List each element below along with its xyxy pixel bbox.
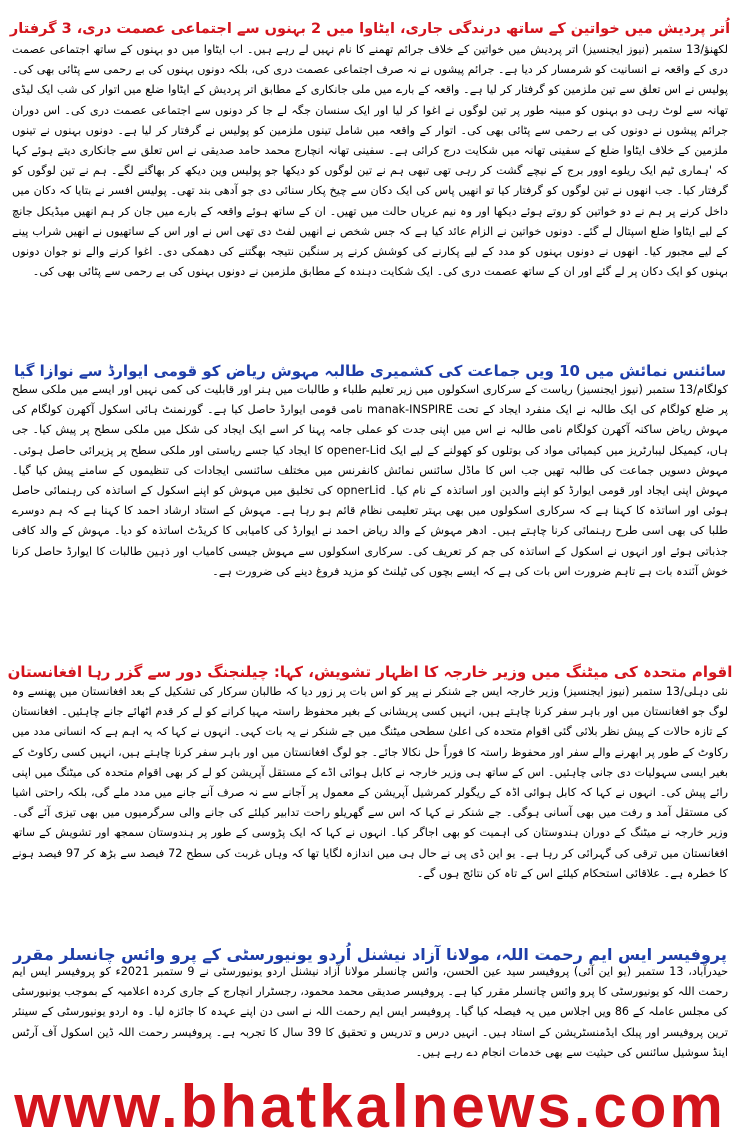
article-body-kashmiri-student-award: کولگام/13 ستمبر (نیوز ایجنسیز) ریاست کے سرکاری اسکولوں میں زیر تعلیم طلباء و طالبات میں ہنر اور قابلیت کی کمی نہیں اور ایسے میں ملکی سطح پر ضلع کولگام کی ایک طالبہ نے ایک منفرد ایجاد کے تحت manak-INSPIRE نامی قومی ایوارڈ حاصل کیا ہے۔ گورنمنٹ ہائی اسکول آکھرن کولگام کی مہوش ریاض ساکنہ آکھرن کولگام نامی طالبہ نے اس میں اپنی جدت کو عملی جامہ پہنا کر اسے ایک ایجاد کی شکل میں ملکی سطح پر پیش کیا۔ جی ہاں، کیمیکل لیبارٹریز میں کیمیائی مواد کی بوتلوں کو کھولنے کے لیے ایک opener-Lid کا ایجاد کیا جسے ریاستی اور ملکی سطح پر پزیرائی حاصل ہوئی۔ مہوش دسویں جماعت کی طالبہ تھیں جب اس کا ماڈل سائنس نمائش کانفرنس میں مختلف سائنسی ایجادات کی تنظیموں کے سامنے پیش کیا گیا۔ مہوش اپنی ایجاد اور قومی ایوارڈ کو اپنے والدین اور اساتذہ کے نام کیا۔ opnerLid کی تخلیق میں مہوش کو اپنے اسکول کے اساتذہ کی رہنمائی حاصل ہوئی اور اساتذہ کا کہنا ہے کہ سرکاری اسکولوں میں بھی بہتر تعلیمی نظام قائم ہو رہا ہے۔ مہوش کے استاد ارشاد احمد کا کہنا ہے کہ ہم دوسرے طلبا کی بھی اسی طرح رہنمائی کرنا چاہتے ہیں۔ ادھر مہوش کے والد ریاض احمد نے ایوارڈ کی کامیابی کا کریڈٹ اساتذہ کو دیا۔ مہوش کے والد کافی جذباتی ہوئے اور انہوں نے اسکول کے اساتذہ کی جم کر تعریف کی۔ سرکاری اسکولوں سے مہوش جیسی کامیاب اور ذہین طالبات کا ایوارڈ حاصل کرنا خوش آئندہ بات ہے تاہم ضرورت اس بات کی ہے کہ ایسے بچوں کی ٹیلنٹ کو مزید فروغ دینے کی ضرورت ہے۔ (12, 383, 728, 578)
headline-kashmiri-student-award: سائنس نمائش میں 10 ویں جماعت کی کشمیری طالبہ مہوش ریاض کو قومی ایوارڈ سے نوازا گیا (13, 362, 727, 381)
article-body-un-meeting-afghanistan: نئی دہلی/13 ستمبر (نیوز ایجنسیز) وزیر خارجہ ایس جے شنکر نے پیر کو اس بات پر زور دیا کہ طالبان سرکار کی تشکیل کے بعد افغانستان میں پھنسے وہ لوگ جو افغانستان میں اور باہر سفر کرنا چاہتے ہیں، انہیں کسی پریشانی کے بغیر محفوظ راستہ مہیا کرانے کو لے کر قدم اٹھائے جانے چاہئیں۔ افغانستان کے تازہ حالات کے پیش نظر بلائی گئی اقوام متحدہ کی اعلیٰ سطحی میٹنگ میں جے شنکر نے یہ بات کہی۔ انہوں نے کہا کہ یہ اہم ہے کہ انسانی مدد میں رکاوٹ کے طور پر ابھرنے والے سفر اور محفوظ راستہ کا فوراً حل نکالا جائے۔ جو لوگ افغانستان میں اور باہر سفر کرنا چاہتے ہیں، انہیں کسی رکاوٹ کے بغیر ایسی سہولیات دی جانی چاہئیں۔ اس کے ساتھ ہی وزیر خارجہ نے کابل ہوائی اڈے کے مستقل آپریشن کو لے کر بھی اقوام متحدہ کی میٹنگ میں اپنی رائے پیش کی۔ انہوں نے کہا کہ کابل ہوائی اڈہ کے ریگولر کمرشیل آپریشن کے معمول پر آجانے سے نہ صرف آنے جانے میں مدد ملے گی، بلکہ راحتی اشیا کی مستقل آمد و رفت میں بھی آسانی ہوگی۔ جے شنکر نے کہا کہ اس سے گھریلو راحت تدابیر کیلئے کی جانے والی سرگرمیوں میں بھی تیزی آئے گی۔ وزیر خارجہ نے میٹنگ کے دوران ہندوستان کی اہمیت کو بھی اجاگر کیا۔ انہوں نے کہا کہ ایک پڑوسی کے طور پر ہندوستان سمجھ اور تشویش کے ساتھ افغانستان میں ترقی کی گہرائی کر رہا ہے۔ یو این ڈی پی نے حال ہی میں اندازہ لگایا تھا کہ وہاں غربت کی سطح 72 فیصد سے بڑھ کر 97 فیصد ہونے کا خطرہ ہے۔ علاقائی استحکام کیلئے اس کے تاہ کن نتائج ہوں گے۔ (12, 685, 728, 880)
article-body-up-gang-rape: لکھنؤ/13 ستمبر (نیوز ایجنسیز) اتر پردیش میں خواتین کے خلاف جرائم تھمنے کا نام نہیں لے رہے ہیں۔ اب ایٹاوا میں دو بہنوں کے ساتھ اجتماعی عصمت دری کے واقعہ نے انسانیت کو شرمسار کر دیا ہے۔ جرائم پیشوں نے نہ صرف اجتماعی عصمت دری کی، بلکہ دونوں بہنوں کی بے رحمی سے پٹائی بھی کی۔ پولیس نے اس تعلق سے تین ملزمین کو گرفتار کر لیا ہے۔ واقعہ کے بارے میں ملی جانکاری کے مطابق اتر پردیش کے ایٹاوا ضلع میں اتوار کی شب ایک لیڈی تھانہ سے لوٹ رہی دو بہنوں کو مبینہ طور پر تین لوگوں نے اغوا کر لیا اور ایک سنسان جگہ لے جا کر دونوں سے اجتماعی عصمت دری کی۔ اس دوران جرائم پیشوں نے دونوں کی بے رحمی سے پٹائی بھی کی۔ اتوار کے واقعہ میں شامل تینوں ملزمین کو پولیس نے گرفتار کر لیا ہے۔ دونوں بہنوں نے تینوں ملزمین کے خلاف ایٹاوا ضلع کے سفینی تھانہ میں شکایت درج کرائی ہے۔ سفینی تھانہ انچارج محمد حامد صدیقی نے اس تعلق سے جانکاری دیتے ہوئے کہا کہ 'ہماری ٹیم ایک ریلوے اوور برج کے نیچے گشت کر رہی تھی تبھی ہم نے تین لوگوں کو دیکھا جو پولیس وین دیکھ کر بھاگنے لگے۔ ہم نے تین لوگوں کو گرفتار کیا۔ جب انھوں نے تین لوگوں کو گرفتار کیا تو انھیں پاس کی ایک دکان سے چیخ پکار سنائی دی جو آدھی بند تھی۔ پولیس افسر نے بتایا کہ دکان میں داخل کرنے پر ہم نے دو خواتین کو روتے ہوئے دیکھا اور وہ نیم عریاں حالت میں تھیں۔ ان کے ساتھ ہوئے واقعہ کے بارے میں جان کر ہم انھیں میڈیکل جانچ کے لیے ایٹاوا ضلع اسپتال لے گئے۔ دونوں خواتین نے الزام عائد کیا ہے کہ جس شخص نے انھیں لفٹ دی تھی اس نے اور اس کے ساتھیوں نے انھیں شراب پینے کے لیے مجبور کیا۔ انھوں نے دونوں بہنوں کو مدد کے لیے پکارنے کی کوشش کرنے پر سنگین نتیجہ بھگتنے کی دھمکی دی۔ اغوا کرنے والے نو جوان دونوں بہنوں کو ایک دکان پر لے گئے اور ان کے ساتھ عصمت دری کی۔ ایک شکایت دہندہ کے مطابق ملزمین نے دونوں بہنوں کی بے رحمی سے پٹائی بھی کی۔ (12, 43, 728, 279)
article-body-pro-vice-chancellor: حیدرآباد، 13 ستمبر (یو این آئی) پروفیسر سید عین الحسن، وائس چانسلر مولانا آزاد نیشنل اردو یونیورسٹی نے 9 ستمبر 2021ء کو پروفیسر ایس ایم رحمت اللہ کو یونیورسٹی کا پرو وائس چانسلر مقرر کیا ہے۔ پروفیسر صدیقی محمد محمود، رجسٹرار انچارج کے جاری کردہ اعلامیہ کے بموجب یونیورسٹی کی مجلس عاملہ کے 86 ویں اجلاس میں یہ فیصلہ کیا گیا۔ پروفیسر ایس ایم رحمت اللہ نے اسی دن اپنے عہدہ کا جائزہ لیا۔ وہ اردو یونیورسٹی کے سینئر ترین پروفیسر اور پبلک ایڈمنسٹریشن کے استاد ہیں۔ انہیں درس و تدریس و تحقیق کا 39 سال کا تجربہ ہے۔ پروفیسر رحمت اللہ ڈین اسکول آف آرٹس اینڈ سوشیل سائنس کی حیثیت سے بھی خدمات انجام دے رہے ہیں۔ (12, 965, 728, 1059)
headline-un-meeting-afghanistan: اقوام متحدہ کی میٹنگ میں وزیر خارجہ کا اظہار تشویش، کہا: چیلنجنگ دور سے گزر رہا افغانستان (7, 663, 733, 682)
headline-up-gang-rape: اُتر پردیش میں خواتین کے ساتھ درندگی جاری، ایٹاوا میں 2 بہنوں سے اجتماعی عصمت دری، 3 گرفتار (9, 20, 731, 37)
footer-site-url[interactable]: www.bhatkalnews.com (14, 1073, 726, 1140)
headline-pro-vice-chancellor: پروفیسر ایس ایم رحمت اللہ، مولانا آزاد نیشنل اُردو یونیورسٹی کے پرو وائس چانسلر مقرر (13, 945, 727, 965)
